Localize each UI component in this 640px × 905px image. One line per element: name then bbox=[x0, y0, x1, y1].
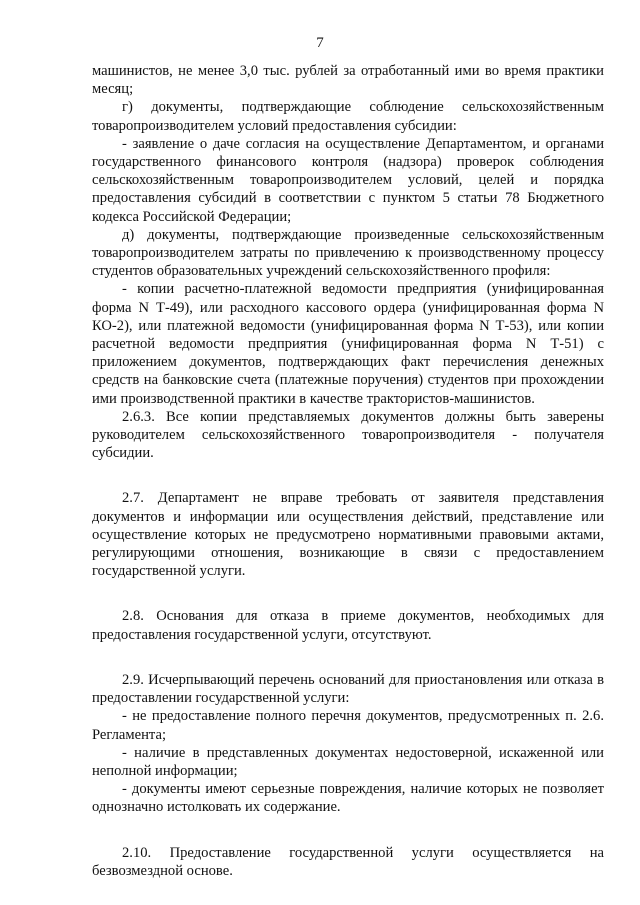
paragraph-continuation: машинистов, не менее 3,0 тыс. рублей за отработанный ими во время практики месяц; bbox=[92, 63, 604, 98]
paragraph-2-7: 2.7. Департамент не вправе требовать от заявителя представления документов и информации или осуществления действий, представление или осуществление которых не предусмотрено нормативными правовыми актами, регулирующими отношения, возникающие в связи с предоставлением государственной услуги. bbox=[92, 490, 604, 580]
document-body bbox=[92, 62, 604, 880]
spacer bbox=[92, 644, 604, 671]
paragraph-2-8: 2.8. Основания для отказа в приеме документов, необходимых для предоставления государственной услуги, отсутствуют. bbox=[92, 608, 604, 643]
paragraph-2-6-3: 2.6.3. Все копии представляемых документов должны быть заверены руководителем сельскохозяйственного товаропроизводителя - получателя субсидии. bbox=[92, 408, 604, 462]
paragraph-refusal-incomplete: - не предоставление полного перечня документов, предусмотренных п. 2.6. Регламента; bbox=[92, 708, 604, 743]
paragraph-refusal-unreliable: - наличие в представленных документах недостоверной, искаженной или неполной информации; bbox=[92, 744, 604, 779]
paragraph-2-9: 2.9. Исчерпывающий перечень оснований для приостановления или отказа в предоставлении государственной услуги: bbox=[92, 671, 604, 707]
spacer bbox=[92, 817, 604, 844]
paragraph-item-g: г) документы, подтверждающие соблюдение сельскохозяйственным товаропроизводителем условий предоставления субсидии: bbox=[92, 99, 604, 134]
paragraph-2-10: 2.10. Предоставление государственной услуги осуществляется на безвозмездной основе. bbox=[92, 844, 604, 879]
paragraph-consent-statement: - заявление о даче согласия на осуществление Департаментом, и органами государственного финансового контроля (надзора) проверок соблюдения сельскохозяйственным товаропроизводителем условий, целей и порядка предоставления субсидий в соответствии с пунктом 5 статьи 78 Бюджетного кодекса Российской Федерации; bbox=[92, 135, 604, 225]
paragraph-item-d: д) документы, подтверждающие произведенные сельскохозяйственным товаропроизводителем затраты по привлечению к производственному процессу студентов образовательных учреждений сельскохозяйственного профиля: bbox=[92, 226, 604, 280]
spacer bbox=[92, 580, 604, 607]
page-number: 7 bbox=[316, 35, 324, 51]
paragraph-refusal-damaged: - документы имеют серьезные повреждения, наличие которых не позволяет однозначно истолковать их содержание. bbox=[92, 781, 604, 816]
paragraph-payroll-copies: - копии расчетно-платежной ведомости предприятия (унифицированная форма N Т-49), или расходного кассового ордера (унифицированная форма N КО-2), или платежной ведомости (унифицированная форма N Т-53), или копии расчетной ведомости предприятия (унифицированная форма N Т-51) с приложением документов, подтверждающих факт перечисления денежных средств на банковские счета (платежные поручения) студентов при прохождении ими производственной практики в качестве трактористов-машинистов. bbox=[92, 281, 604, 407]
spacer bbox=[92, 462, 604, 489]
